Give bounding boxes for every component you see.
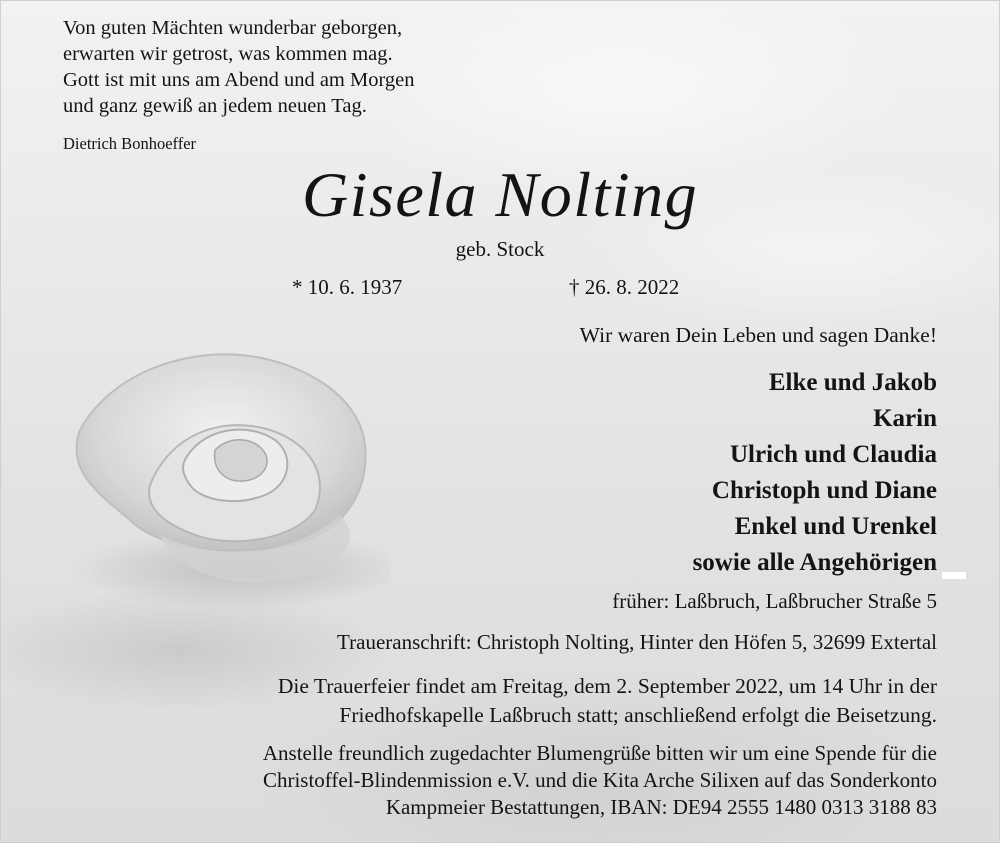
former-address: früher: Laßbruch, Laßbrucher Straße 5 — [612, 589, 937, 613]
poem-author: Dietrich Bonhoeffer — [63, 134, 197, 153]
mourner-name: sowie alle Angehörigen — [692, 549, 937, 576]
birth-date: * 10. 6. 1937 — [292, 275, 403, 299]
poem-line: Von guten Mächten wunderbar geborgen, — [63, 17, 403, 39]
rose-image — [40, 335, 390, 615]
mourner-name: Ulrich und Claudia — [729, 441, 937, 468]
donation-line: Kampmeier Bestattungen, IBAN: DE94 2555 1480 0313 3188 83 — [385, 795, 937, 819]
white-mark — [942, 572, 966, 579]
mourner-name: Elke und Jakob — [768, 369, 937, 396]
thanks-line: Wir waren Dein Leben und sagen Danke! — [579, 323, 937, 347]
mourning-address: Traueranschrift: Christoph Nolting, Hinter den Höfen 5, 32699 Extertal — [337, 630, 937, 654]
poem — [63, 15, 415, 119]
poem-line: Gott ist mit uns am Abend und am Morgen — [63, 69, 415, 91]
donation-request — [263, 740, 937, 821]
maiden-name: geb. Stock — [455, 237, 545, 261]
poem-line: erwarten wir getrost, was kommen mag. — [63, 43, 393, 65]
mourner-name: Karin — [873, 405, 937, 432]
mourners-list — [693, 365, 937, 581]
mourner-name: Christoph und Diane — [711, 477, 937, 504]
funeral-service — [278, 672, 937, 730]
mourner-name: Enkel und Urenkel — [734, 513, 937, 540]
service-line: Die Trauerfeier findet am Freitag, dem 2. September 2022, um 14 Uhr in der — [277, 674, 937, 698]
service-line: Friedhofskapelle Laßbruch statt; anschließend erfolgt die Beisetzung. — [339, 703, 937, 727]
deceased-name: Gisela Nolting — [301, 159, 699, 230]
death-date: † 26. 8. 2022 — [569, 275, 680, 299]
donation-line: Anstelle freundlich zugedachter Blumengrüße bitten wir um eine Spende für die — [262, 741, 937, 765]
poem-line: und ganz gewiß an jedem neuen Tag. — [63, 95, 367, 117]
donation-line: Christoffel-Blindenmission e.V. und die Kita Arche Silixen auf das Sonderkonto — [262, 768, 937, 792]
